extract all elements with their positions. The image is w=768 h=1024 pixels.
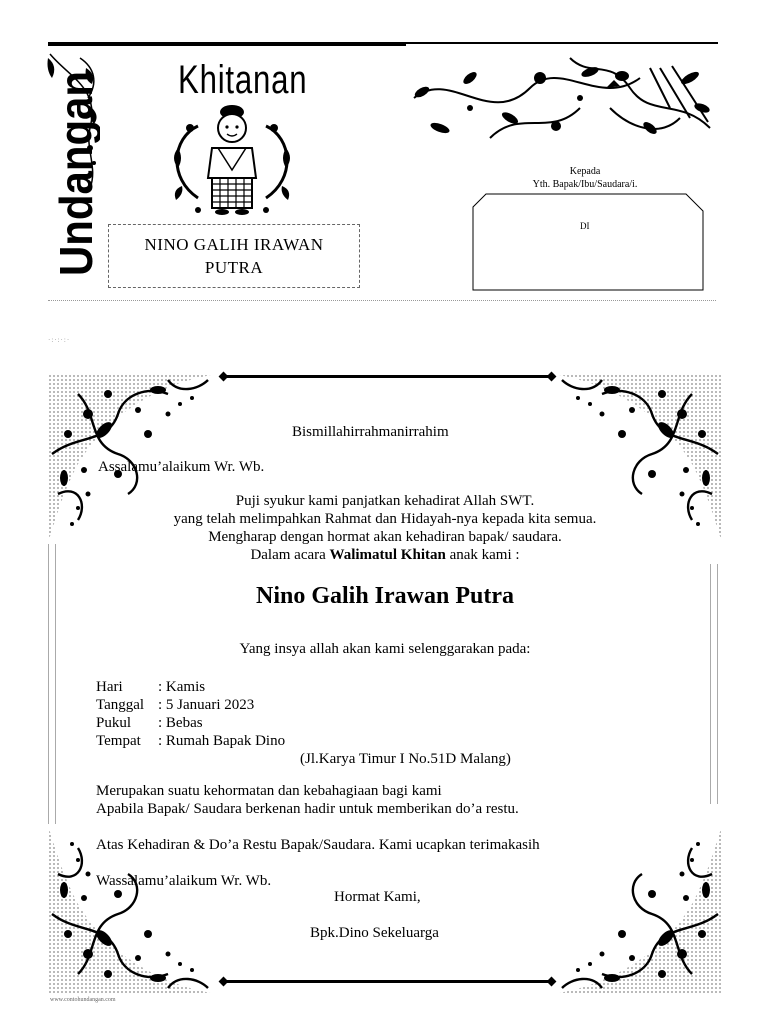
vertical-title-text: Undangan — [50, 51, 100, 276]
corner-ornament-bottom-right — [554, 826, 722, 994]
kepada-label: Kepada — [569, 166, 601, 177]
envelope-fold-line — [48, 300, 716, 301]
footer-credit: www.contohundangan.com — [50, 997, 116, 1003]
intro-line-1: Puji syukur kami panjatkan kehadirat Allah SWT. — [235, 493, 535, 509]
recipient-header — [470, 165, 700, 191]
bismillah: Bismillahirrahmanirrahim — [292, 424, 449, 440]
event-line — [48, 546, 722, 564]
detail-value: : Bebas — [158, 715, 203, 731]
bottom-bar — [224, 980, 552, 983]
greeting: Assalamu’alaikum Wr. Wb. — [98, 459, 265, 475]
intro-line-3: Mengharap dengan hormat akan kehadiran bapak/ saudara. — [208, 529, 562, 545]
address-line: (Jl.Karya Timur I No.51D Malang) — [300, 751, 511, 767]
floral-ornament — [410, 48, 714, 148]
closing-line-1: Merupakan suatu kehormatan dan kebahagiaan bagi kami — [96, 783, 442, 799]
detail-row-date — [96, 696, 254, 714]
fold-marks: ·:·:·:· — [48, 336, 71, 344]
top-rule-thin — [406, 42, 718, 44]
event-name: Walimatul Khitan — [329, 547, 446, 563]
address-box — [472, 193, 704, 289]
closing-line-2: Apabila Bapak/ Saudara berkenan hadir untuk memberikan do’a restu. — [96, 801, 519, 817]
detail-label: Tanggal — [96, 697, 145, 713]
schedule-intro: Yang insya allah akan kami selenggarakan pada: — [239, 641, 531, 657]
event-title: Khitanan — [178, 58, 308, 102]
thanks-line: Atas Kehadiran & Do’a Restu Bapak/Saudara. Kami ucapkan terimakasih — [96, 837, 540, 853]
name-box-line-2: PUTRA — [204, 258, 264, 277]
recipient-line: Yth. Bapak/Ibu/Saudara/i. — [532, 179, 638, 190]
name-box-line-1: NINO GALIH IRAWAN — [144, 235, 324, 254]
detail-row-day — [96, 678, 205, 696]
event-line-suffix: anak kami : — [445, 547, 520, 563]
boy-illustration — [168, 98, 296, 220]
bottom-bar-end-left — [219, 977, 229, 987]
detail-value: : 5 Januari 2023 — [158, 697, 255, 713]
top-rule-thick — [48, 42, 406, 46]
detail-label: Pukul — [96, 715, 132, 731]
di-label: DI — [580, 221, 590, 231]
regards: Hormat Kami, — [334, 889, 421, 905]
top-bar — [224, 375, 552, 378]
detail-row-place — [96, 732, 285, 750]
invitation-card — [48, 374, 722, 994]
child-name: Nino Galih Irawan Putra — [255, 583, 515, 609]
intro-line-2: yang telah melimpahkan Rahmat dan Hidayah-nya kepada kita semua. — [173, 511, 597, 527]
event-line-prefix: Dalam acara — [250, 547, 330, 563]
farewell: Wassalamu’alaikum Wr. Wb. — [96, 873, 272, 889]
detail-value: : Rumah Bapak Dino — [158, 733, 286, 749]
detail-label: Hari — [96, 679, 123, 695]
top-bar-end-left — [219, 372, 229, 382]
vertical-title-undangan — [40, 48, 100, 278]
detail-row-time — [96, 714, 203, 732]
detail-label: Tempat — [96, 733, 141, 749]
detail-value: : Kamis — [158, 679, 206, 695]
name-box — [108, 224, 360, 288]
signature: Bpk.Dino Sekeluarga — [310, 925, 439, 941]
